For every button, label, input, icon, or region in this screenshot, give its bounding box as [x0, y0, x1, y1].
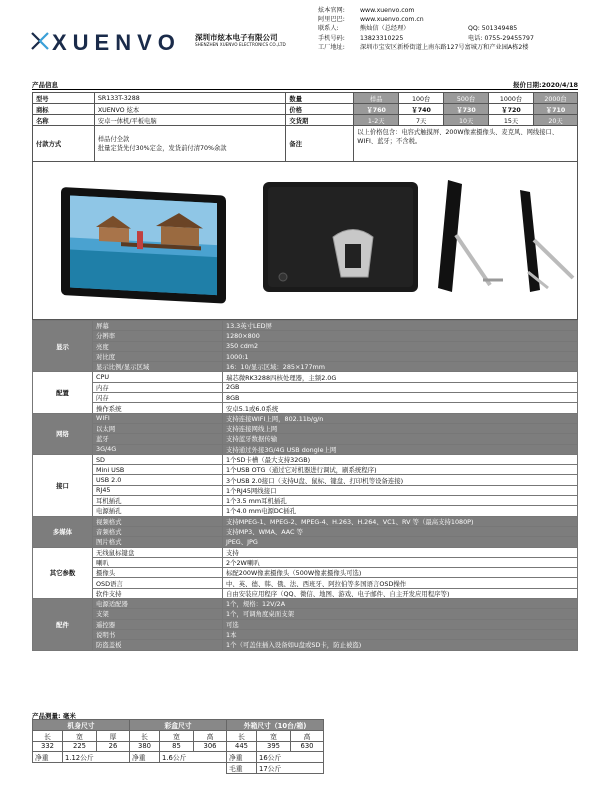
spec-row [33, 557, 578, 567]
spec-row [33, 496, 578, 506]
spec-row [33, 454, 578, 464]
spec-key: 摄像头 [93, 568, 223, 578]
spec-value: 1个4.0 mm电源DC插孔 [223, 506, 578, 516]
spec-value: 支持蓝牙数据传输 [223, 434, 578, 444]
spec-value: 支持MP3、WMA、AAC 等 [223, 526, 578, 536]
note-text: 以上价格包含：电容式触摸屏、200W像素摄像头、麦克风、网线接口、WIFI、蓝牙；不含税。 [354, 126, 578, 162]
spec-key: 蓝牙 [93, 434, 223, 444]
spec-key: 以太网 [93, 423, 223, 433]
spec-category: 接口 [33, 454, 93, 516]
spec-table [32, 320, 578, 651]
company-name-cn: 深圳市炫本电子有限公司 [195, 33, 278, 42]
spec-key: WIFI [93, 413, 223, 423]
spec-key: RJ45 [93, 485, 223, 495]
spec-key: 分辨率 [93, 331, 223, 341]
product-photo [33, 162, 579, 320]
brand-value: XUENVO 炫本 [94, 104, 286, 115]
spec-category: 配件 [33, 599, 93, 650]
contact-row: 阿里巴巴: www.xuenvo.com.cn [318, 15, 534, 24]
spec-row [33, 423, 578, 433]
contact-row: 工厂地址: 深圳市宝安区新桥街道上南东路127号富城万和产业园A栋2楼 [318, 43, 529, 51]
spec-key: 屏幕 [93, 321, 223, 331]
spec-value: 1000:1 [223, 351, 578, 361]
spec-value: 1280×800 [223, 331, 578, 341]
spec-key: 亮度 [93, 341, 223, 351]
spec-key: 操作系统 [93, 403, 223, 413]
alibaba-link[interactable]: www.xuenvo.com.cn [360, 16, 424, 24]
spec-category: 其它参数 [33, 547, 93, 598]
spec-key: 闪存 [93, 393, 223, 403]
spec-row [33, 485, 578, 495]
spec-category: 网络 [33, 413, 93, 454]
spec-value: 8GB [223, 393, 578, 403]
spec-key: 喇叭 [93, 557, 223, 567]
spec-row [33, 351, 578, 361]
spec-key: 对比度 [93, 351, 223, 361]
spec-row [33, 640, 578, 650]
product-info-header: 产品信息 报价日期:2020/4/18 [32, 81, 578, 89]
product-images [32, 162, 578, 320]
spec-value: 自由安装应用程序（QQ、微信、地图、游戏、电子邮件、自主开发应用程序等) [223, 588, 578, 598]
spec-row [33, 599, 578, 609]
spec-row [33, 321, 578, 331]
website-link[interactable]: www.xuenvo.com [360, 7, 415, 14]
spec-row [33, 341, 578, 351]
spec-category: 显示 [33, 321, 93, 372]
spec-value: 安卓5.1或6.0系统 [223, 403, 578, 413]
measure-table: 机身尺寸 彩盒尺寸 外箱尺寸（10台/箱) 长 宽 厚 长 宽 高 长 宽 高 332 225 26 380 85 306 445 395 630 净重 1.12公斤 净重 1.6公斤 净重 16公斤 毛重 17公斤 [32, 719, 324, 774]
spec-value: 2GB [223, 382, 578, 392]
spec-key: 视频格式 [93, 516, 223, 526]
quote-date: 2020/4/18 [541, 81, 578, 89]
spec-key: CPU [93, 372, 223, 382]
spec-value: 3个USB 2.0接口（支持U盘、鼠标、键盘、打印机等设备连接) [223, 475, 578, 485]
product-info-table: 型号 SR133T-3288 数量 样品 100台 500台 1000台 2000台 商标 XUENVO 炫本 价格 ￥760 ￥740 ￥730 ￥720 ￥710 名称 安卓一体机/平板电脑 交货期 1-2天 7天 10天 15天 20天 付款方式 样品付全款 批量定货先付30%定金，发货前付清70%余款 备注 以上价格包含：电容式触摸屏、200W像素摄像头、麦克风、网线接口、WIFI、蓝牙；不含税。 [32, 92, 578, 162]
spec-row [33, 547, 578, 557]
spec-key: 遥控器 [93, 619, 223, 629]
spec-key: 防盗盖板 [93, 640, 223, 650]
spec-key: 耳机插孔 [93, 496, 223, 506]
spec-row [33, 434, 578, 444]
spec-value: 中、英、德、韩、俄、法、西班牙、阿拉伯等多国语言OSD操作 [223, 578, 578, 588]
spec-row [33, 362, 578, 372]
spec-value: 支持连接网线上网 [223, 423, 578, 433]
spec-category: 多媒体 [33, 516, 93, 547]
contact-row: 炫本官网: www.xuenvo.com [318, 6, 534, 15]
contact-row: 手机号码: 13823310225 电话: 0755-29455797 [318, 34, 534, 42]
spec-value: 350 cdm2 [223, 341, 578, 351]
spec-value: 1个（可盖住插入设备如U盘或SD卡，防止被盗) [223, 640, 578, 650]
spec-row [33, 629, 578, 639]
name-value: 安卓一体机/平板电脑 [94, 115, 286, 126]
spec-row [33, 516, 578, 526]
spec-value: 1个USB OTG（通过它对机器进行调试，刷系统程序) [223, 465, 578, 475]
spec-value: 支持MPEG-1、MPEG-2、MPEG-4、H.263、H.264、VC1、RV 等（最高支持1080P) [223, 516, 578, 526]
spec-row [33, 413, 578, 423]
spec-key: OSD语言 [93, 578, 223, 588]
spec-value: JPEG、JPG [223, 537, 578, 547]
spec-value: 标配200W像素摄像头（500W像素摄像头可选) [223, 568, 578, 578]
spec-key: 电源插孔 [93, 506, 223, 516]
spec-category: 配置 [33, 372, 93, 413]
spec-row [33, 372, 578, 382]
spec-value: 支持 [223, 547, 578, 557]
spec-row [33, 331, 578, 341]
spec-value: 支持通过外接3G/4G USB dongle上网 [223, 444, 578, 454]
spec-value: 1个SD卡槽（最大支持32GB) [223, 454, 578, 464]
measure-title: 产品测量: 毫米 [32, 712, 76, 720]
spec-value: 2个2W喇叭 [223, 557, 578, 567]
contact-row: 联系人: 熊灿信（总经理） QQ: 501349485 [318, 25, 518, 33]
spec-value: 瑞芯微RK3288四核处理器，主频2.0G [223, 372, 578, 382]
spec-key: SD [93, 454, 223, 464]
spec-row [33, 444, 578, 454]
spec-value: 16：10/显示区域：285×177mm [223, 362, 578, 372]
spec-row [33, 619, 578, 629]
spec-row [33, 609, 578, 619]
spec-value: 可选 [223, 619, 578, 629]
spec-key: 内存 [93, 382, 223, 392]
spec-key: 支架 [93, 609, 223, 619]
spec-value: 1个，规格：12V/2A [223, 599, 578, 609]
spec-value: 1个RJ45网线接口 [223, 485, 578, 495]
contact-block [318, 6, 534, 52]
model-value: SR133T-3288 [94, 93, 286, 104]
spec-value: 1个，可调角度桌面支架 [223, 609, 578, 619]
spec-row [33, 578, 578, 588]
spec-row [33, 588, 578, 598]
spec-row [33, 475, 578, 485]
spec-key: 图片格式 [93, 537, 223, 547]
spec-row [33, 537, 578, 547]
spec-row [33, 465, 578, 475]
spec-value: 13.3英寸LED屏 [223, 321, 578, 331]
spec-key: USB 2.0 [93, 475, 223, 485]
spec-key: 电源适配器 [93, 599, 223, 609]
spec-key: 软件支持 [93, 588, 223, 598]
spec-value: 1本 [223, 629, 578, 639]
spec-row [33, 526, 578, 536]
company-name-en: SHENZHEN XUENVO ELECTRONICS CO.,LTD [195, 42, 286, 47]
spec-row [33, 393, 578, 403]
logo-text: XUENVO [52, 30, 181, 55]
spec-row [33, 382, 578, 392]
spec-key: 说明书 [93, 629, 223, 639]
spec-row [33, 568, 578, 578]
spec-key: 显示比例/显示区域 [93, 362, 223, 372]
spec-key: 无线鼠标键盘 [93, 547, 223, 557]
spec-key: 3G/4G [93, 444, 223, 454]
spec-key: 音频格式 [93, 526, 223, 536]
spec-value: 1个3.5 mm耳机插孔 [223, 496, 578, 506]
spec-row [33, 506, 578, 516]
section-title: 产品信息 [32, 81, 58, 89]
spec-row [33, 403, 578, 413]
spec-value: 支持连接WIFI上网，802.11b/g/n [223, 413, 578, 423]
spec-key: Mini USB [93, 465, 223, 475]
